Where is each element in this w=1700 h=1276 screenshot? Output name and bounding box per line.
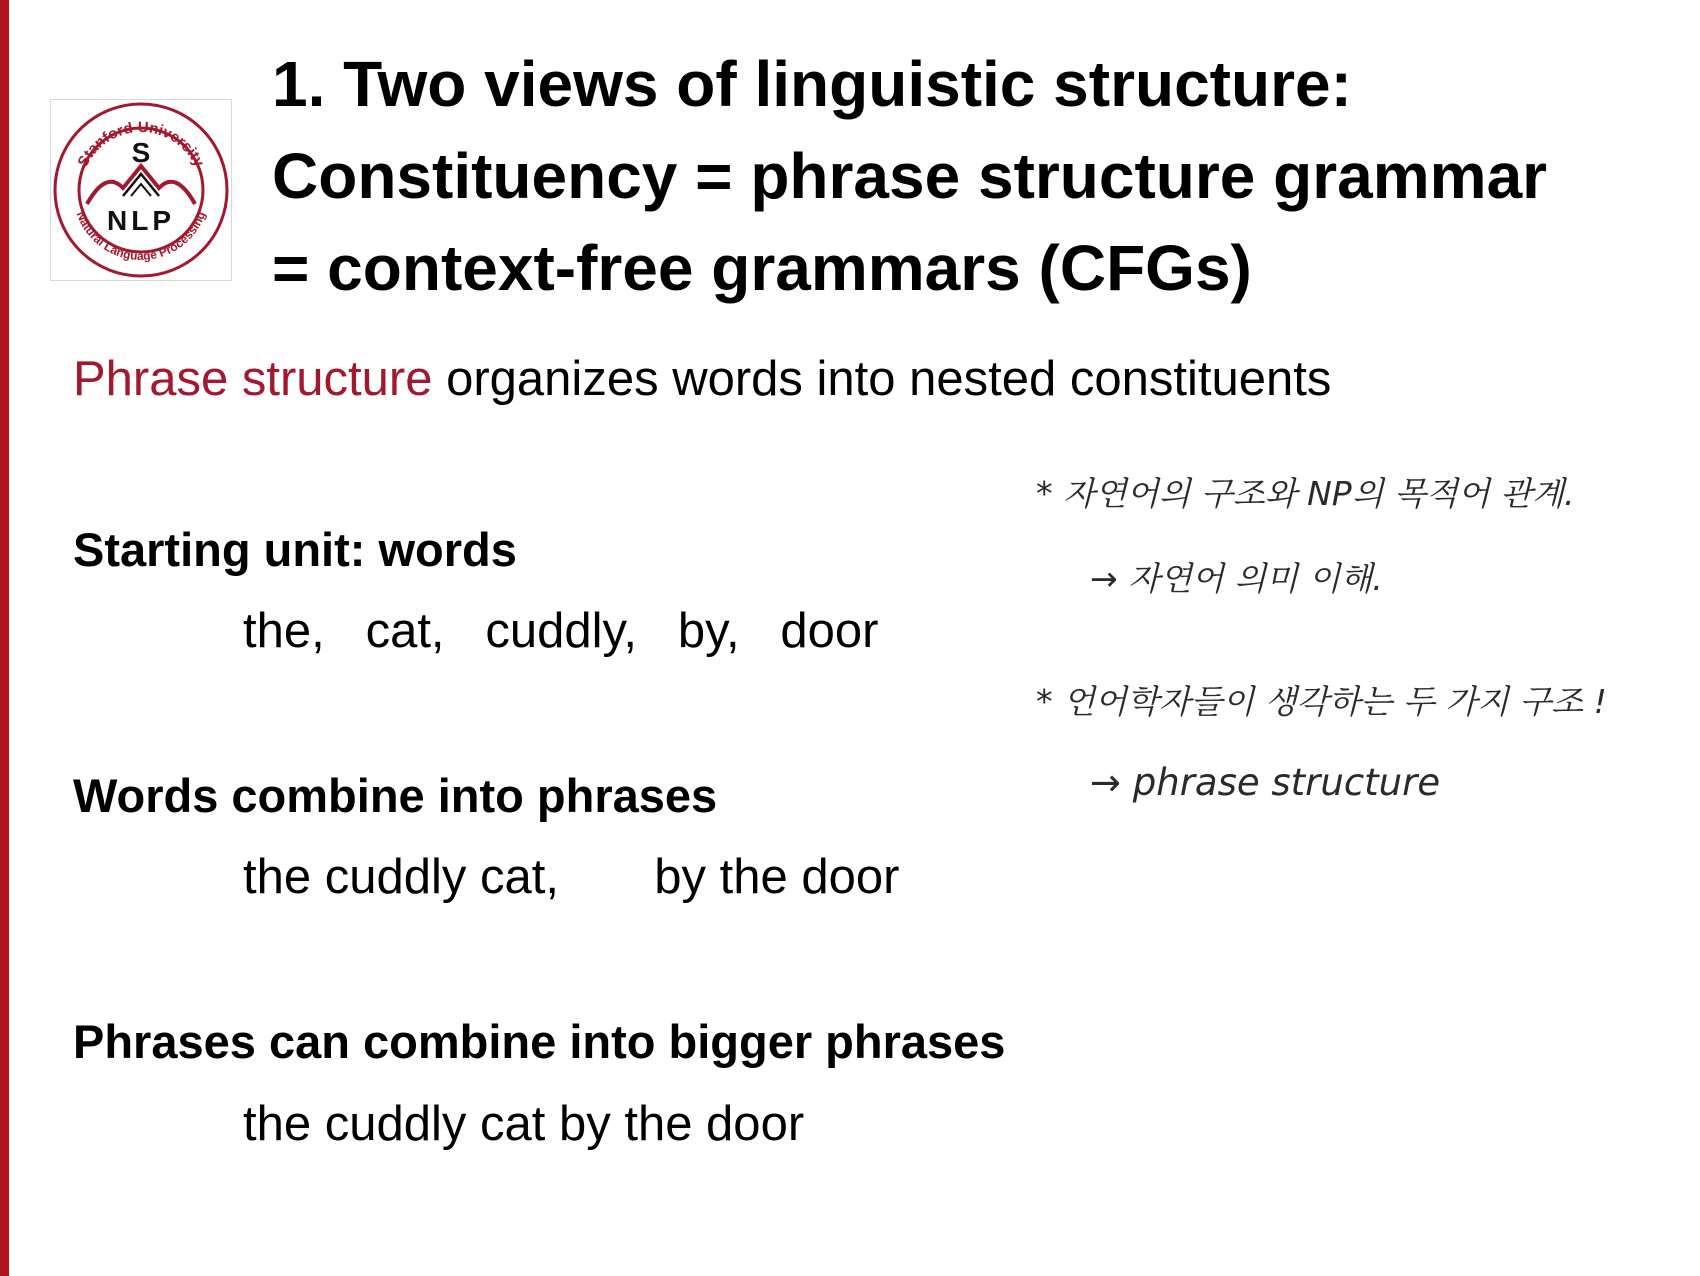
subtitle-rest: organizes words into nested constituents [432,352,1332,406]
slide-subtitle [73,346,1331,412]
section-heading-words: Starting unit: words [73,523,517,576]
title-line-2: Constituency = phrase structure grammar [272,140,1548,212]
slide-title [272,38,1672,314]
section-body-phrases: the cuddly cat, by the door [243,850,900,904]
annotation-line-2: → 자연어 의미 이해. [1090,559,1383,598]
logo-seal-icon [51,100,231,280]
stanford-nlp-logo [50,99,232,281]
section-heading-phrases: Words combine into phrases [73,769,718,822]
logo-acronym: NLP [107,205,175,236]
logo-bottom-text: Natural Language Processing [73,209,209,264]
title-line-1: 1. Two views of linguistic structure: [272,48,1352,120]
annotation-line-3: * 언어학자들이 생각하는 두 가지 구조 ! [1036,682,1607,721]
subtitle-accent: Phrase structure [73,352,433,406]
annotation-line-4: → phrase structure [1090,761,1441,804]
section-heading-bigger-phrases: Phrases can combine into bigger phrases [73,1015,1006,1068]
annotation-line-1: * 자연어의 구조와 NP의 목적어 관계. [1036,474,1575,513]
section-body-bigger-phrases: the cuddly cat by the door [243,1097,805,1151]
left-accent-bar [0,0,9,1276]
section-body-words: the, cat, cuddly, by, door [243,604,879,658]
title-line-3: = context-free grammars (CFGs) [272,232,1252,304]
logo-letter: S [131,137,151,168]
handwritten-annotations [1030,455,1670,845]
logo-top-text: Stanford University [74,118,208,170]
